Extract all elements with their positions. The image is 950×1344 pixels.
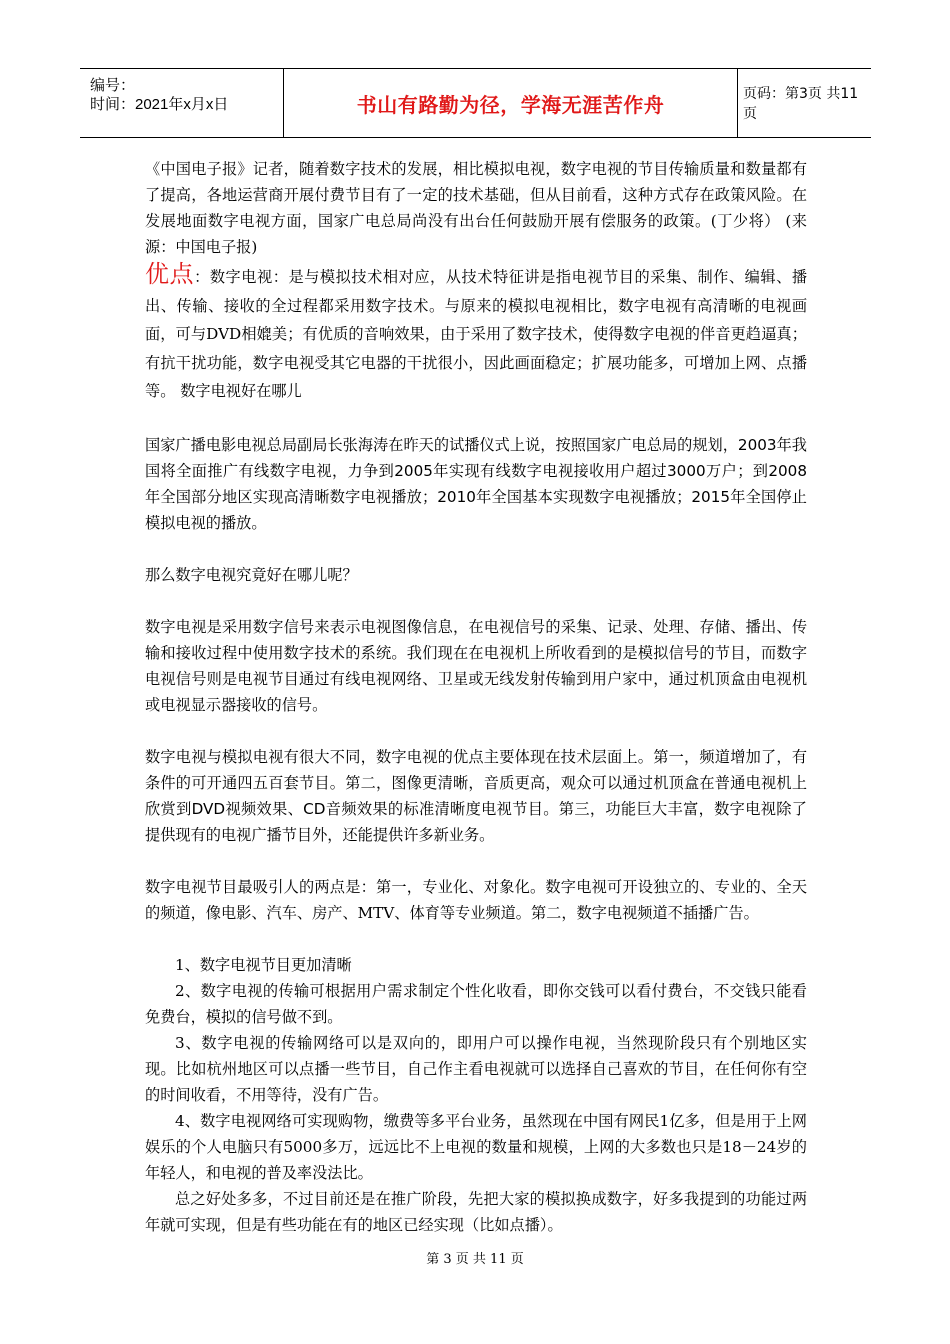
paragraph-plan: 国家广播电影电视总局副局长张海涛在昨天的试播仪式上说，按照国家广电总局的规划，2003年我国将全面推广有线数字电视，力争到2005年实现有线数字电视接收用户超过3000万户；到2008年全国部分地区实现高清晰数字电视播放；2010年全国基本实现数字电视播放；2015年全国停止模拟电视的播放。 [145, 435, 807, 532]
motto-text: 书山有路勤为径，学海无涯苦作舟 [356, 92, 665, 117]
list-item: 总之好处多多，不过目前还是在推广阶段，先把大家的模拟换成数字，好多我提到的功能过两年就可实现，但是有些功能在有的地区已经实现（比如点播）。 [145, 1189, 807, 1234]
header-table [80, 68, 871, 138]
advantages-label: 优点 [145, 260, 195, 288]
document-body [145, 156, 807, 1238]
header-page-cell [737, 69, 871, 137]
paragraph-differences: 数字电视与模拟电视有很大不同，数字电视的优点主要体现在技术层面上。第一，频道增加了，有条件的可开通四五百套节目。第二，图像更清晰，音质更高，观众可以通过机顶盒在普通电视机上欣赏到DVD视频效果、CD音频效果的标准清晰度电视节目。第三，功能巨大丰富，数字电视除了提供现有的电视广播节目外，还能提供许多新业务。 [145, 747, 807, 844]
paragraph-attractions: 数字电视节目最吸引人的两点是：第一，专业化、对象化。数字电视可开设独立的、专业的、全天的频道，像电影、汽车、房产、MTV、体育等专业频道。第二，数字电视频道不插播广告。 [145, 877, 807, 922]
header-motto-cell [283, 69, 738, 137]
page-footer: 第 3 页 共 11 页 [426, 1252, 524, 1267]
paragraph-advantages [145, 260, 807, 406]
advantages-colon: ： [194, 268, 210, 286]
header-page-info: 页码：第3页 共11页 [743, 86, 859, 122]
paragraph-question: 那么数字电视究竟好在哪儿呢？ [145, 565, 358, 584]
list-item: 3、数字电视的传输网络可以是双向的，即用户可以操作电视，当然现阶段只有个别地区实现。比如杭州地区可以点播一些节目，自己作主看电视就可以选择自己喜欢的节目，在任何你有空的时间收看，不用等待，没有广告。 [145, 1033, 807, 1104]
doc-date-label: 时间：2021年x月x日 [90, 96, 229, 113]
paragraph-intro: 《中国电子报》记者，随着数字技术的发展，相比模拟电视，数字电视的节目传输质量和数量都有了提高，各地运营商开展付费节目有了一定的技术基础，但从目前看，这种方式存在政策风险。在发展地面数字电视方面，国家广电总局尚没有出台任何鼓励开展有偿服务的政策。(丁少将） (来源：中国电子报) [145, 160, 807, 256]
list-item: 1、数字电视节目更加清晰 [175, 955, 352, 974]
list-item: 4、数字电视网络可实现购物，缴费等多平台业务，虽然现在中国有网民1亿多，但是用于上网娱乐的个人电脑只有5000多万，远远比不上电视的数量和规模，上网的大多数也只是18－24岁的年轻人，和电视的普及率没法比。 [145, 1111, 807, 1182]
header-meta-cell [80, 69, 283, 137]
paragraph-definition: 数字电视是采用数字信号来表示电视图像信息，在电视信号的采集、记录、处理、存储、播出、传输和接收过程中使用数字技术的系统。我们现在在电视机上所收看到的是模拟信号的节目，而数字电视信号则是电视节目通过有线电视网络、卫星或无线发射传输到用户家中，通过机顶盒由电视机或电视显示器接收的信号。 [145, 617, 807, 714]
advantages-text: 数字电视：是与模拟技术相对应，从技术特征讲是指电视节目的采集、制作、编辑、播出、传输、接收的全过程都采用数字技术。与原来的模拟电视相比，数字电视有高清晰的电视画面，可与DVD相媲美；有优质的音响效果，由于采用了数字技术，使得数字电视的伴音更趋逼真；有抗干扰功能，数字电视受其它电器的干扰很小，因此画面稳定；扩展功能多，可增加上网、点播等。 数字电视好在哪儿 [145, 268, 808, 400]
list-item: 2、数字电视的传输可根据用户需求制定个性化收看，即你交钱可以看付费台，不交钱只能看免费台，模拟的信号做不到。 [145, 981, 807, 1026]
doc-code-label: 编号： [90, 77, 136, 94]
